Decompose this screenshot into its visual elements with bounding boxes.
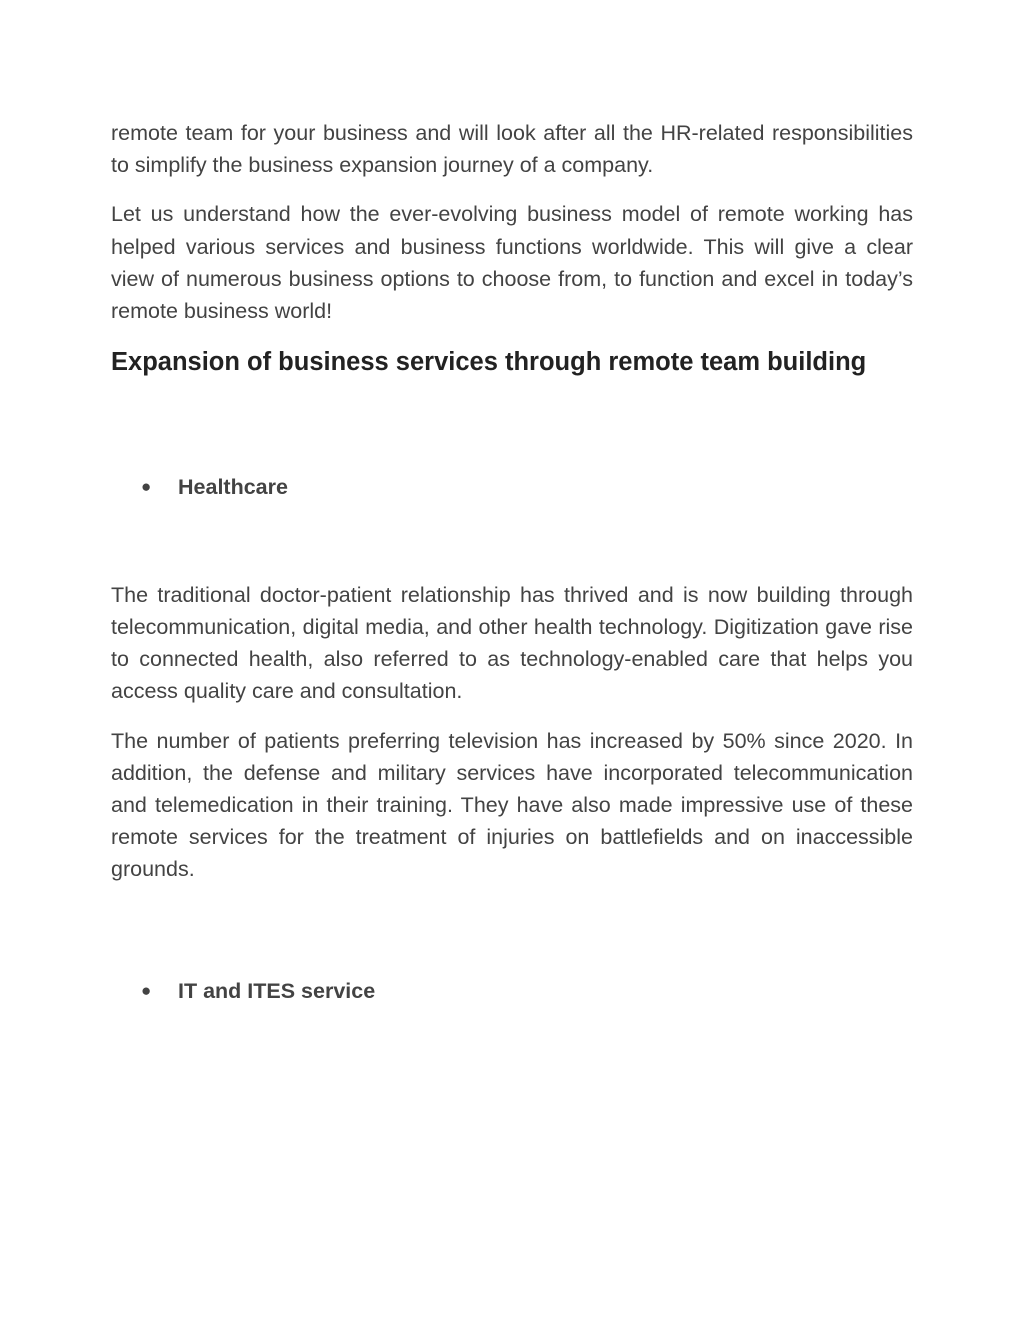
healthcare-paragraph-2: The number of patients preferring television has increased by 50% since 2020. In addition, the defense and military services have incorporated telecommunication and telemedication in their training. They have also made impressive use of these remote services for the treatment of injuries on battlefields and on inaccessible grounds. (111, 728, 913, 882)
bullet-it-ites (111, 975, 913, 1007)
bullet-healthcare-label: Healthcare (178, 474, 288, 499)
bullet-healthcare (111, 471, 913, 503)
healthcare-paragraph-1: The traditional doctor-patient relationship has thrived and is now building through telecommunication, digital media, and other health technology. Digitization gave rise to connected health, also referred to as technology-enabled care that helps you access quality care and consultation. (111, 582, 913, 704)
intro-paragraph-2: Let us understand how the ever-evolving business model of remote working has helped various services and business functions worldwide. This will give a clear view of numerous business options to choose from, to function and excel in today’s remote business world! (111, 202, 913, 324)
bullet-icon: ● (141, 476, 152, 496)
bullet-it-ites-label: IT and ITES service (178, 978, 376, 1003)
bullet-icon: ● (141, 980, 152, 1000)
section-heading: Expansion of business services through remote team building (111, 348, 867, 377)
document-page (111, 117, 913, 1007)
intro-paragraph-1: remote team for your business and will look after all the HR-related responsibilities to simplify the business expansion journey of a company. (111, 121, 913, 178)
